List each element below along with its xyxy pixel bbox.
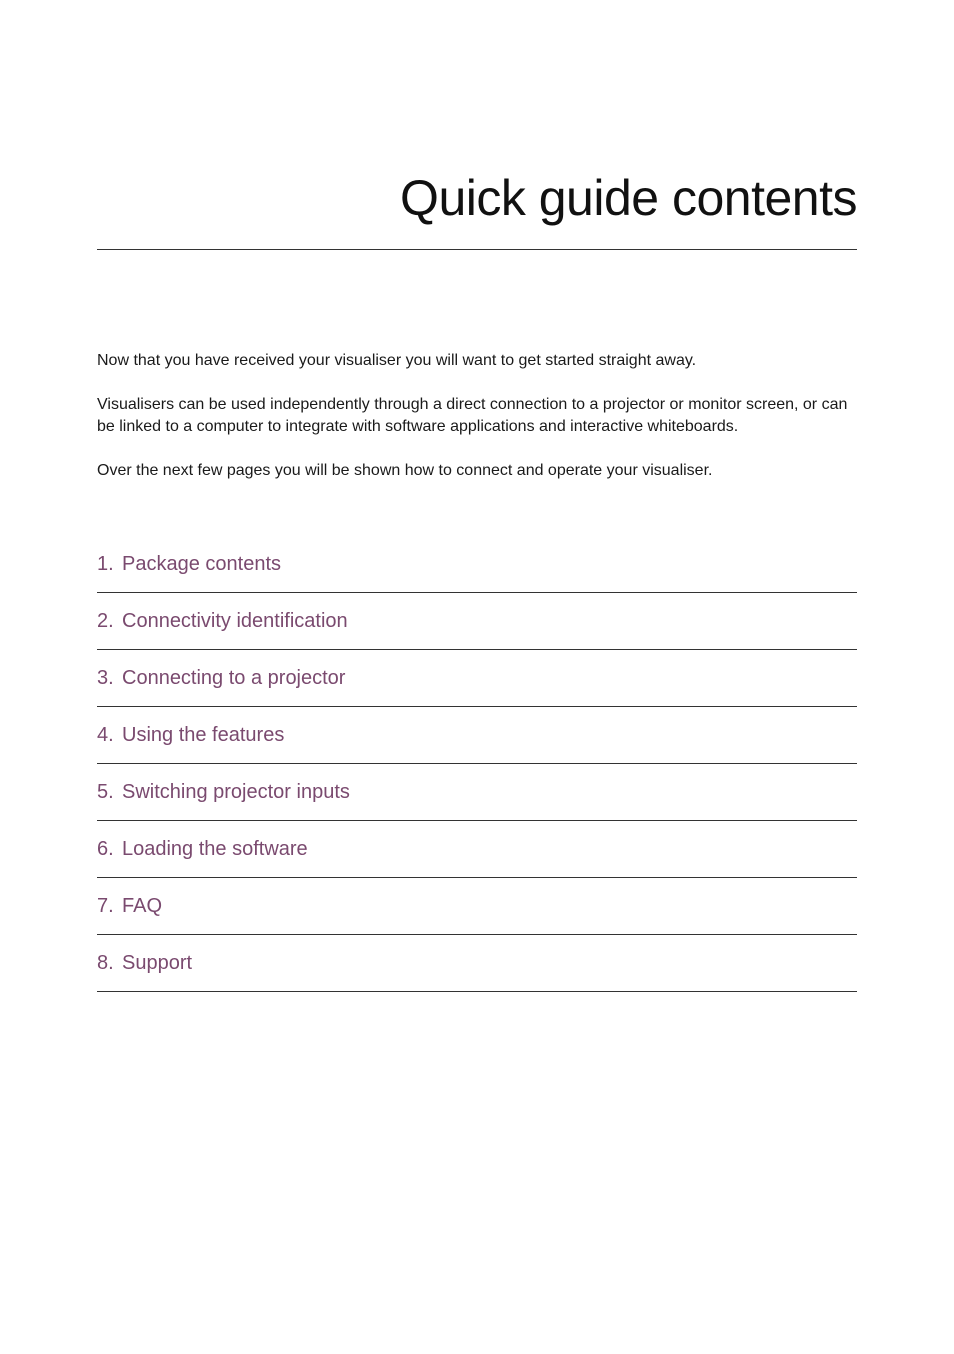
toc-item-number: 2. [97,609,114,632]
toc-item-number: 1. [97,552,114,575]
toc-item-label: FAQ [122,894,163,917]
toc-item-number: 6. [97,837,114,860]
toc-item-label: Using the features [122,723,285,746]
intro-paragraph-3: Over the next few pages you will be shown how to connect and operate your visualiser. [97,462,713,479]
toc-item-switching-projector-inputs[interactable] [97,764,857,821]
toc-item-label: Package contents [122,552,281,575]
toc-item-using-the-features[interactable] [97,707,857,764]
toc-item-number: 8. [97,951,114,974]
intro-paragraph-2: Visualisers can be used independently through a direct connection to a projector or monitor screen, or can be linked to a computer to integrate with software applications and interactive whiteboards. [97,396,848,435]
toc-item-package-contents[interactable] [97,536,857,593]
page-title: Quick guide contents [400,170,857,226]
toc-item-number: 5. [97,780,114,803]
intro-paragraph-1: Now that you have received your visualiser you will want to get started straight away. [97,352,697,369]
toc-item-label: Connecting to a projector [122,666,346,689]
toc-item-label: Connectivity identification [122,609,348,632]
toc-item-number: 3. [97,666,114,689]
toc-item-number: 7. [97,894,114,917]
table-of-contents [97,536,857,992]
toc-item-label: Loading the software [122,837,308,860]
toc-item-label: Support [122,951,193,974]
toc-item-support[interactable] [97,935,857,992]
toc-item-faq[interactable] [97,878,857,935]
toc-item-number: 4. [97,723,114,746]
toc-item-connectivity-identification[interactable] [97,593,857,650]
toc-item-connecting-to-projector[interactable] [97,650,857,707]
title-divider [97,249,857,250]
toc-item-label: Switching projector inputs [122,780,350,803]
toc-item-loading-the-software[interactable] [97,821,857,878]
intro-text [97,350,857,504]
